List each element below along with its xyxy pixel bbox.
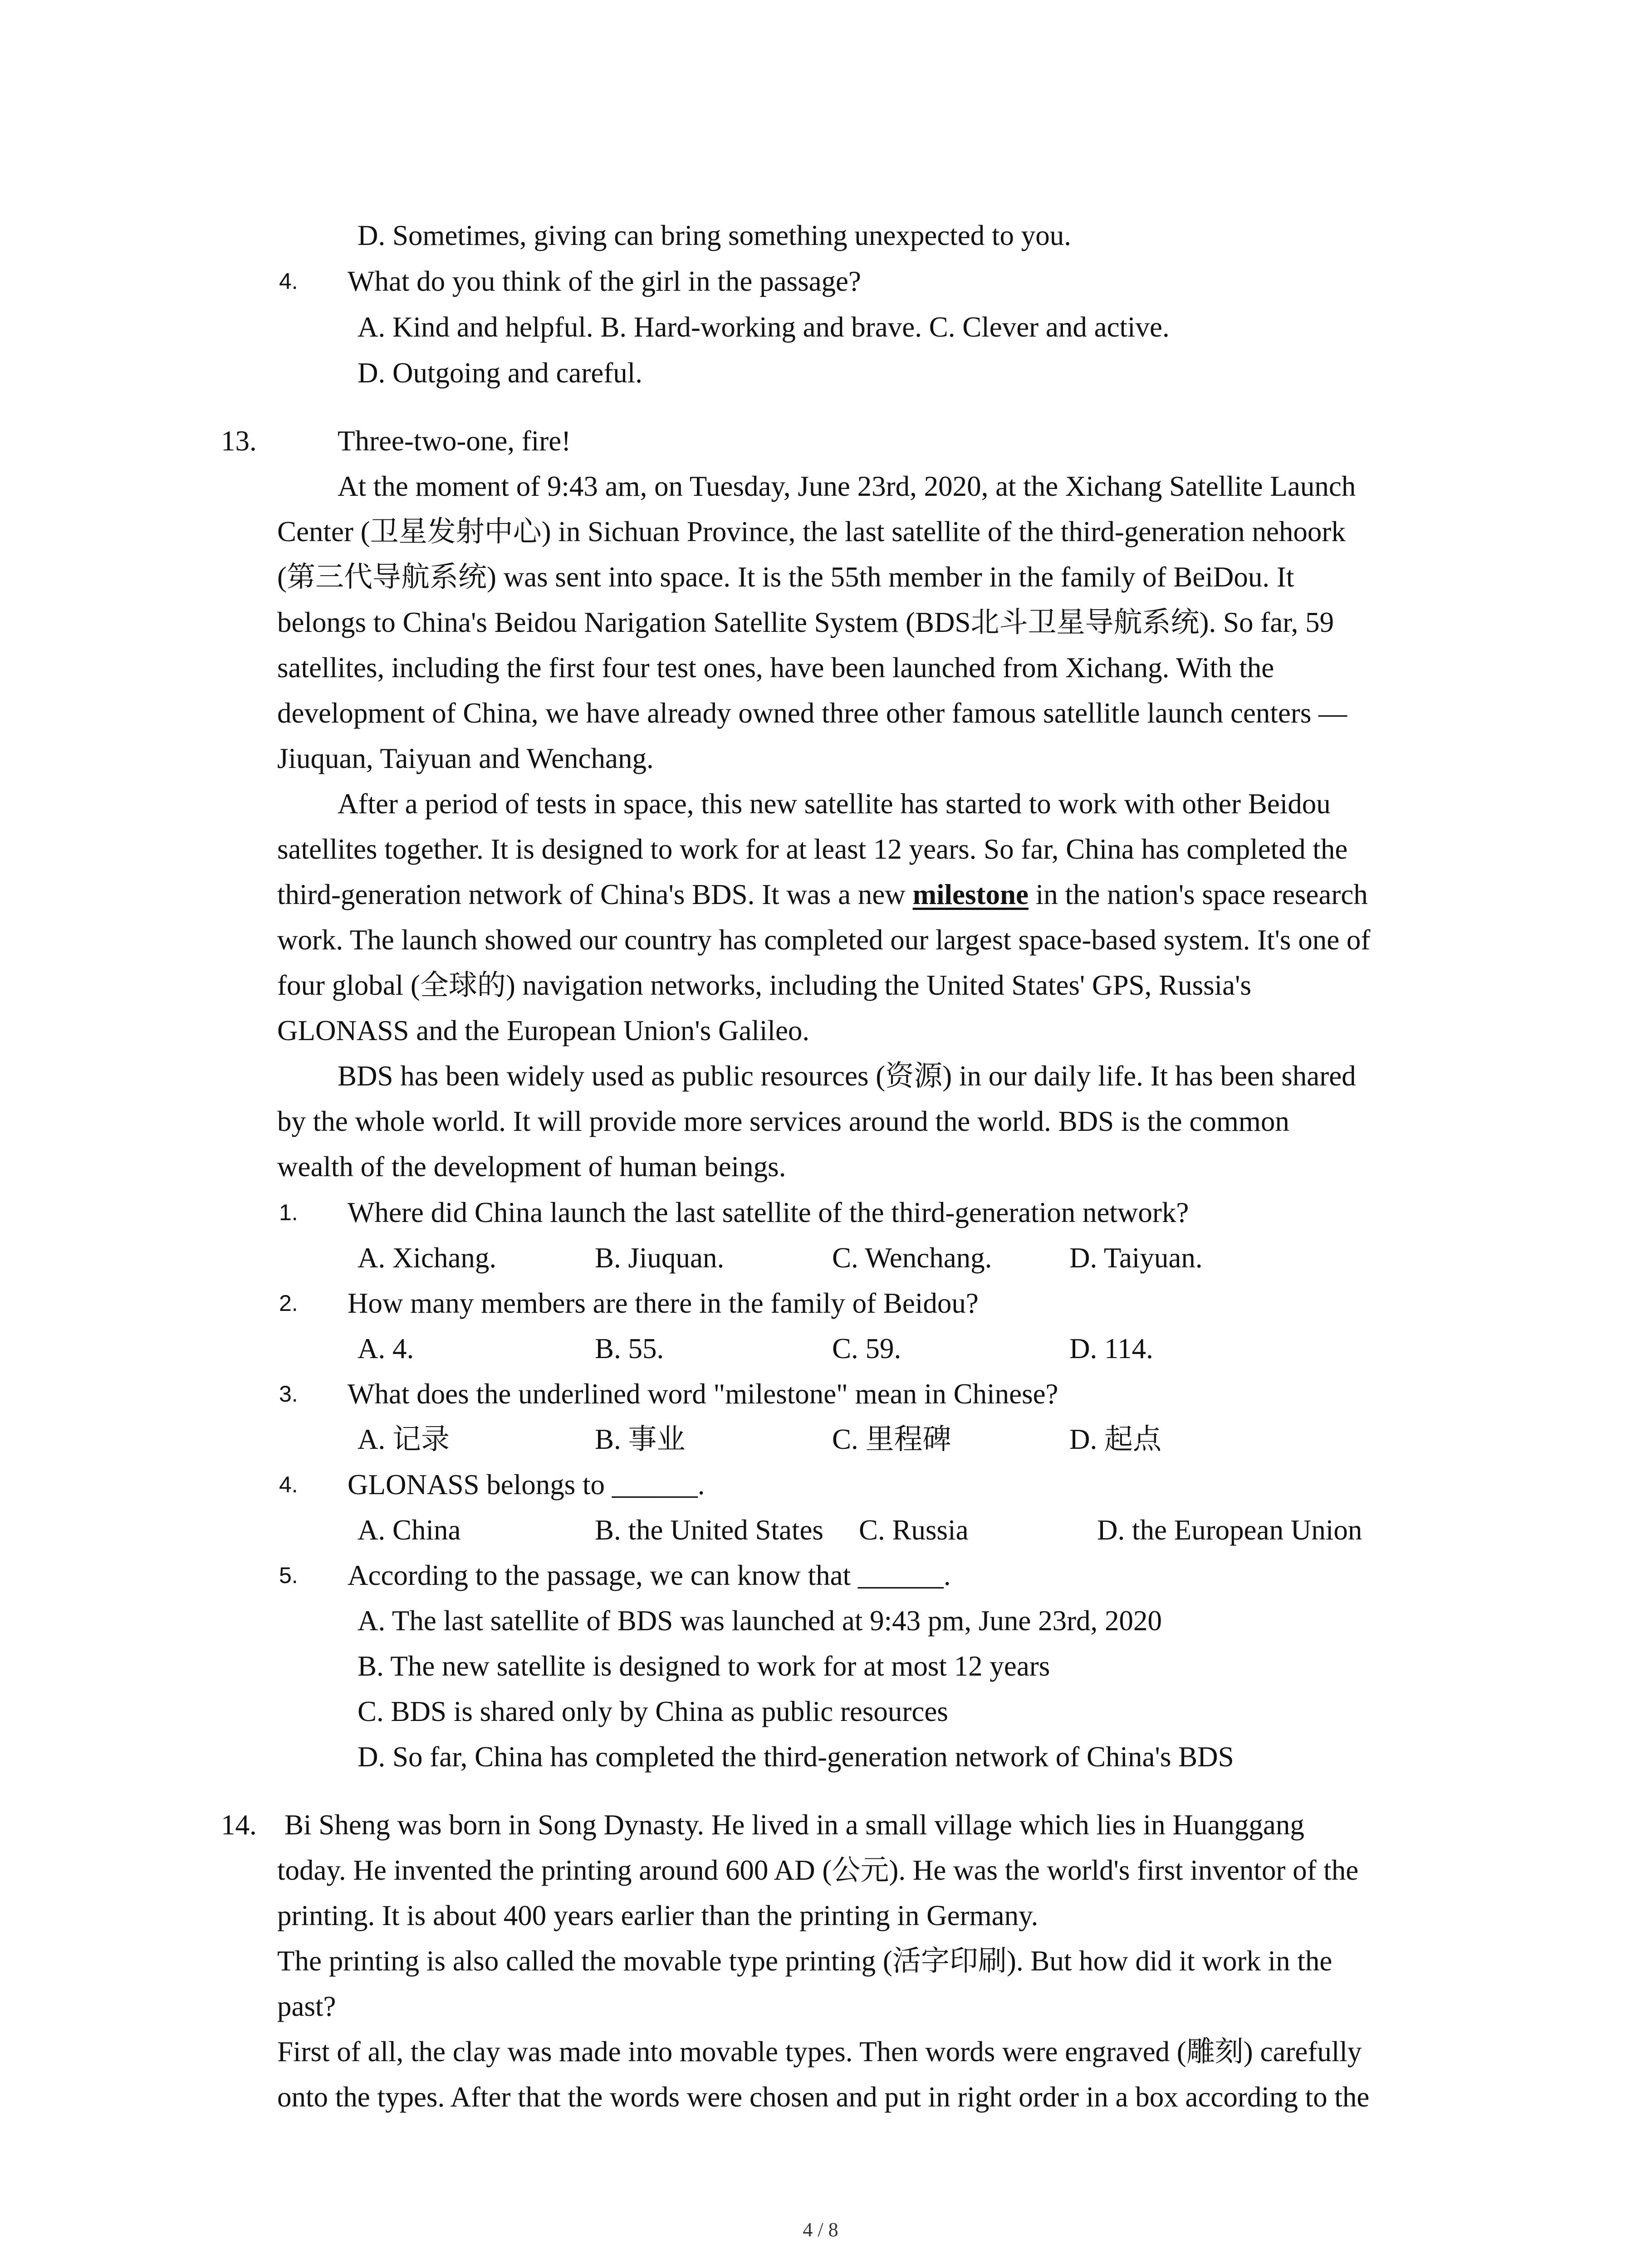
p13-milestone-line [277, 880, 1368, 909]
p13-line: development of China, we have already owned three other famous satellitle launch centers — [277, 697, 1347, 729]
question-stem: How many members are there in the family of Beidou? [348, 1287, 979, 1319]
option: B. 事业 [595, 1423, 686, 1455]
option: A. The last satellite of BDS was launched at 9:43 pm, June 23rd, 2020 [358, 1605, 1162, 1637]
p13-line: four global (全球的) navigation networks, including the United States' GPS, Russia's [277, 969, 1251, 1001]
p14-line: onto the types. After that the words were chosen and put in right order in a box according to the [277, 2081, 1370, 2113]
q4-options-abc: A. Kind and helpful. B. Hard-working and brave. C. Clever and active. [358, 311, 1170, 343]
p13-line: work. The launch showed our country has completed our largest space-based system. It's one of [277, 924, 1371, 956]
option: C. Russia [859, 1514, 969, 1546]
option: A. China [358, 1514, 461, 1546]
question-number: 4. [279, 1472, 298, 1497]
q4-number: 4. [279, 269, 298, 294]
question-number: 2. [279, 1290, 298, 1316]
p13-text: in the nation's space research [1029, 879, 1368, 910]
question-number: 1. [279, 1200, 298, 1225]
p14-line: First of all, the clay was made into movable types. Then words were engraved (雕刻) carefully [277, 2036, 1362, 2068]
underlined-word-milestone: milestone [912, 879, 1029, 910]
p14-line: Bi Sheng was born in Song Dynasty. He lived in a small village which lies in Huanggang [284, 1809, 1304, 1841]
p13-number: 13. [221, 425, 257, 457]
p14-line: The printing is also called the movable type printing (活字印刷). But how did it work in the [277, 1945, 1332, 1977]
option: A. 记录 [358, 1423, 450, 1455]
p13-line: wealth of the development of human beings. [277, 1151, 786, 1183]
p13-line: At the moment of 9:43 am, on Tuesday, June 23rd, 2020, at the Xichang Satellite Launch [338, 470, 1356, 502]
p13-line: Center (卫星发射中心) in Sichuan Province, the last satellite of the third-generation nehoork [277, 516, 1346, 547]
option: D. So far, China has completed the third-generation network of China's BDS [358, 1741, 1234, 1773]
p13-line: satellites, including the first four test ones, have been launched from Xichang. With the [277, 652, 1274, 684]
option: B. Jiuquan. [595, 1242, 725, 1274]
question-stem: What does the underlined word "milestone" mean in Chinese? [348, 1378, 1058, 1410]
option: C. Wenchang. [832, 1242, 992, 1274]
option: D. 起点 [1069, 1423, 1161, 1455]
option: B. the United States [595, 1514, 823, 1546]
p13-line: by the whole world. It will provide more services around the world. BDS is the common [277, 1105, 1289, 1137]
p13-title: Three-two-one, fire! [338, 425, 571, 457]
question-stem: Where did China launch the last satellite of the third-generation network? [348, 1197, 1189, 1228]
question-number: 5. [279, 1563, 298, 1588]
p13-line: GLONASS and the European Union's Galileo. [277, 1015, 810, 1046]
page-number: 4 / 8 [803, 2219, 838, 2241]
p14-line: past? [277, 1990, 336, 2022]
option: D. Taiyuan. [1069, 1242, 1203, 1274]
p13-line: After a period of tests in space, this new satellite has started to work with other Beidou [338, 788, 1331, 820]
p14-line: printing. It is about 400 years earlier than the printing in Germany. [277, 1900, 1038, 1931]
option: A. Xichang. [358, 1242, 497, 1274]
option: B. The new satellite is designed to work for at most 12 years [358, 1650, 1050, 1682]
p13-line: Jiuquan, Taiyuan and Wenchang. [277, 743, 654, 774]
option: D. the European Union [1097, 1514, 1362, 1546]
p14-line: today. He invented the printing around 600 AD (公元). He was the world's first inventor of the [277, 1854, 1359, 1886]
question-number: 3. [279, 1381, 298, 1407]
q3-option-d: D. Sometimes, giving can bring something unexpected to you. [358, 220, 1072, 251]
option: A. 4. [358, 1333, 414, 1364]
p14-number: 14. [221, 1809, 257, 1841]
q4-option-d: D. Outgoing and careful. [358, 357, 643, 389]
option: C. BDS is shared only by China as public resources [358, 1696, 948, 1727]
p13-line: satellites together. It is designed to work for at least 12 years. So far, China has completed the [277, 833, 1348, 865]
option: C. 59. [832, 1333, 901, 1364]
p13-line: BDS has been widely used as public resources (资源) in our daily life. It has been shared [338, 1060, 1356, 1092]
option: B. 55. [595, 1333, 664, 1364]
question-stem: GLONASS belongs to ______. [348, 1469, 705, 1501]
option: C. 里程碑 [832, 1423, 951, 1455]
p13-line: (第三代导航系统) was sent into space. It is the 55th member in the family of BeiDou. It [277, 561, 1294, 593]
p13-text: third-generation network of China's BDS. It was a new [277, 879, 913, 910]
q4-stem: What do you think of the girl in the passage? [348, 265, 861, 297]
question-stem: According to the passage, we can know that ______. [348, 1559, 951, 1591]
option: D. 114. [1069, 1333, 1153, 1364]
p13-line: belongs to China's Beidou Narigation Satellite System (BDS北斗卫星导航系统). So far, 59 [277, 606, 1334, 638]
